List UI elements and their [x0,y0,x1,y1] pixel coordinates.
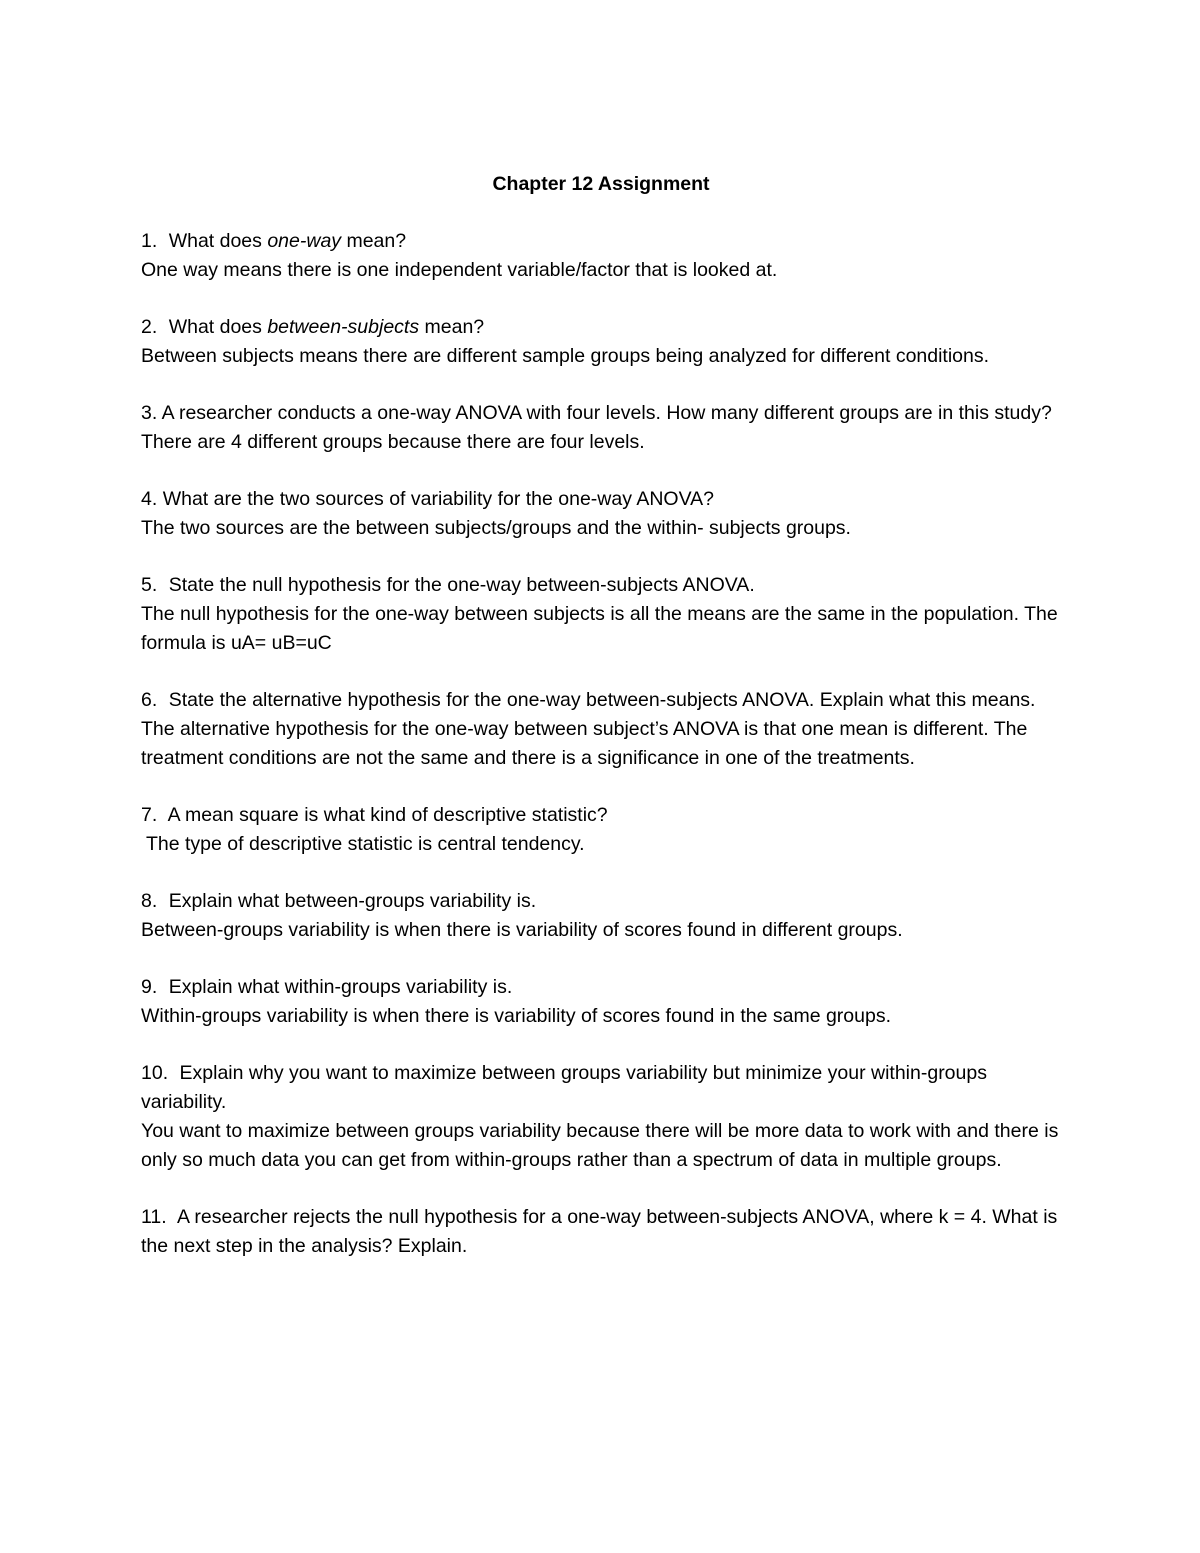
question-text: What does [168,230,268,252]
document-title: Chapter 12 Assignment [492,173,710,195]
question-5 [141,571,1061,600]
question-number: 5. [141,574,158,596]
question-number: 3. [141,402,158,424]
answer-3: There are 4 different groups because there are four levels. [141,431,645,453]
qa-item-3 [141,399,1061,457]
question-number: 7. [141,804,158,826]
qa-item-10 [141,1059,1061,1175]
answer-4: The two sources are the between subjects/groups and the within- subjects groups. [141,517,851,539]
qa-item-6 [141,686,1061,773]
question-text: State the null hypothesis for the one-way between-subjects ANOVA. [168,574,755,596]
question-text: What are the two sources of variability for the one-way ANOVA? [162,488,714,510]
question-text: Explain what within-groups variability is. [168,976,513,998]
question-10 [141,1059,1061,1117]
question-text: A researcher rejects the null hypothesis for a one-way between-subjects ANOVA, where k = 4. What is the next step in the analysis? Explain. [141,1206,1058,1257]
question-number: 11. [141,1206,167,1228]
question-number: 10. [141,1062,169,1084]
question-number: 9. [141,976,158,998]
question-3 [141,399,1061,428]
question-11 [141,1203,1061,1261]
qa-item-11 [141,1203,1061,1261]
question-text: Explain why you want to maximize between groups variability but minimize your within-groups variability. [141,1062,987,1113]
question-9 [141,973,1061,1002]
answer-7: The type of descriptive statistic is central tendency. [146,833,585,855]
question-text: Explain what between-groups variability is. [168,890,537,912]
qa-item-8 [141,887,1061,945]
answer-9: Within-groups variability is when there is variability of scores found in the same groups. [141,1005,892,1027]
question-2 [141,313,1061,342]
question-text: What does [168,316,268,338]
question-8 [141,887,1061,916]
question-number: 1. [141,230,158,252]
question-text: A researcher conducts a one-way ANOVA with four levels. How many different groups are in this study? [161,402,1052,424]
question-number: 2. [141,316,158,338]
document-body [141,170,1061,1289]
qa-item-1 [141,227,1061,285]
answer-2: Between subjects means there are different sample groups being analyzed for different conditions. [141,345,990,367]
question-text: A mean square is what kind of descriptive statistic? [167,804,608,826]
question-text: mean? [419,316,485,338]
answer-8: Between-groups variability is when there is variability of scores found in different groups. [141,919,903,941]
question-text: mean? [341,230,407,252]
question-term: one-way [267,230,342,252]
question-4 [141,485,1061,514]
answer-6: The alternative hypothesis for the one-way between subject’s ANOVA is that one mean is different. The treatment conditions are not the same and there is a significance in one of the treatments. [141,718,1028,769]
question-number: 8. [141,890,158,912]
question-term: between-subjects [267,316,420,338]
question-6 [141,686,1061,715]
question-number: 6. [141,689,158,711]
qa-item-9 [141,973,1061,1031]
question-text: State the alternative hypothesis for the one-way between-subjects ANOVA. Explain what this means. [168,689,1036,711]
answer-1: One way means there is one independent variable/factor that is looked at. [141,259,778,281]
question-number: 4. [141,488,158,510]
qa-item-4 [141,485,1061,543]
answer-5: The null hypothesis for the one-way between subjects is all the means are the same in the population. The formula is uA= uB=uC [141,603,1058,654]
qa-item-5 [141,571,1061,658]
question-1 [141,227,1061,256]
answer-10: You want to maximize between groups variability because there will be more data to work with and there is only so much data you can get from within-groups rather than a spectrum of data in multiple groups. [141,1120,1059,1171]
qa-item-2 [141,313,1061,371]
question-7 [141,801,1061,830]
qa-item-7 [141,801,1061,859]
